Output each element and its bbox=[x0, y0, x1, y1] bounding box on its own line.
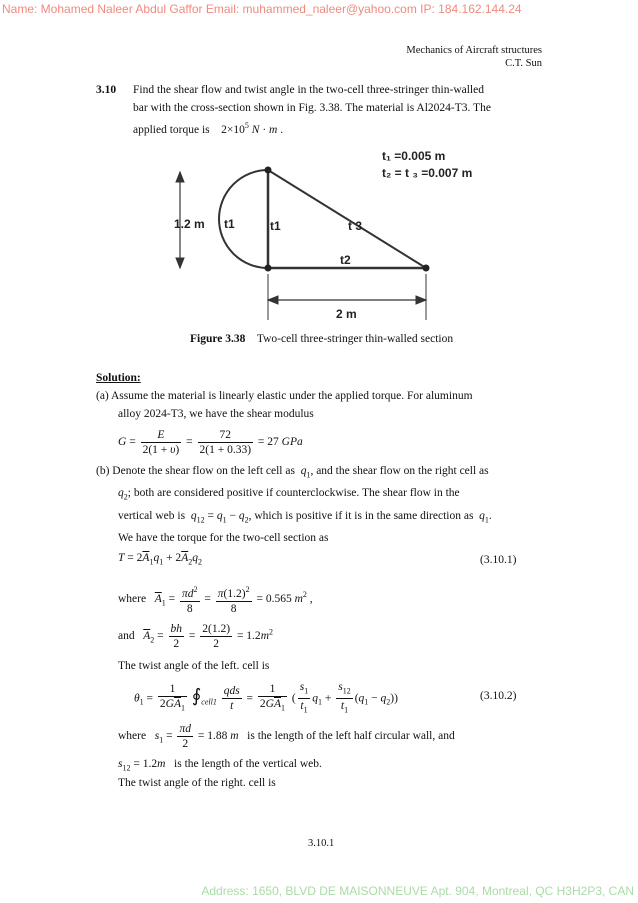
equation-number-1: (3.10.1) bbox=[480, 554, 517, 566]
t3-label: t 3 bbox=[348, 219, 363, 233]
stringer-bottom-right bbox=[423, 265, 430, 272]
part-a-line-2: alloy 2024-T3, we have the shear modulus bbox=[118, 408, 314, 420]
t1-left-label: t1 bbox=[224, 217, 235, 231]
part-b bbox=[96, 462, 546, 547]
twist-left-text: The twist angle of the left. cell is bbox=[118, 660, 270, 672]
part-b-line-4: We have the torque for the two-cell section as bbox=[118, 531, 329, 544]
shear-modulus-equation: G = $\frac{E}{2(1 + \upsilon)}$ = $\frac{72}{2(1 + 0.33)}$ = 27 GPa bbox=[118, 429, 303, 456]
figure-caption bbox=[190, 333, 453, 345]
problem-line-1: Find the shear flow and twist angle in the two-cell three-stringer thin-walled bbox=[133, 84, 484, 96]
t1-web-label: t1 bbox=[270, 219, 281, 233]
part-a bbox=[96, 387, 546, 423]
cross-section-figure bbox=[160, 140, 490, 330]
watermark-top: Name: Mohamed Naleer Abdul Gaffor Email: muhammed_naleer@yahoo.com IP: 184.162.144.24 bbox=[2, 2, 522, 16]
header-title: Mechanics of Aircraft structures bbox=[406, 45, 542, 56]
s12-equation: $s_{12} = 1.2m$ is the length of the vertical web. bbox=[118, 758, 322, 773]
width-label: 2 m bbox=[336, 307, 357, 321]
running-header bbox=[406, 44, 542, 70]
area2-equation: and $\overline{A}_2$ = $\frac{bh}{2}$ = $\frac{2(1.2)}{2}$ = $1.2m^2$ bbox=[118, 623, 273, 650]
arrow-down-icon bbox=[176, 258, 184, 268]
arrow-right-icon bbox=[416, 296, 426, 304]
arrow-up-icon bbox=[176, 172, 184, 182]
problem-line-2: bar with the cross-section shown in Fig. 3.38. The material is Al2024-T3. The bbox=[133, 102, 491, 114]
watermark-bottom: Address: 1650, BLVD DE MAISONNEUVE Apt. 904, Montreal, QC H3H2P3, CAN bbox=[201, 884, 634, 898]
arrow-left-icon bbox=[268, 296, 278, 304]
stringer-top bbox=[265, 167, 272, 174]
twist-right-text: The twist angle of the right. cell is bbox=[118, 777, 276, 789]
area1-equation: where $\overline{A}_1$ = $\frac{\pi d^2}{8}$ = $\frac{\pi(1.2)^2}{8}$ = 0.565 $m^2$ , bbox=[118, 585, 313, 615]
torque-equation: $T = 2\overline{A}_1q_1 + 2\overline{A}_2q_2$ bbox=[118, 552, 202, 567]
problem-line-3: applied torque is $2\times 10^5$ N · m . bbox=[133, 121, 284, 136]
twist-angle-equation: $\theta_1$ = $\frac{1}{2G\overline{A}_1}$ $∮_{cell1}$ $\frac{\text{qds}}{t}$ = $\frac{1}{2G\overline{A}_1}$ ( $\frac{s_1}{t_1}$ $q_1$ + $\frac{s_{12}}{t_1}$ $(q_1 - q_2)$) bbox=[134, 681, 398, 715]
t2-label: t2 bbox=[340, 253, 351, 267]
solution-heading: Solution: bbox=[96, 372, 141, 384]
part-b-line-1: (b) Denote the shear flow on the left cell as $q_1$, and the shear flow on the right cell as bbox=[96, 465, 489, 480]
t1-value-label: t₁ =0.005 m bbox=[382, 149, 446, 163]
part-b-line-2: $q_2$; both are considered positive if counterclockwise. The shear flow in the bbox=[118, 487, 460, 502]
figure-caption-number: Figure 3.38 bbox=[190, 333, 246, 345]
page-number: 3.10.1 bbox=[308, 838, 335, 849]
figure-caption-text: Two-cell three-stringer thin-walled section bbox=[256, 333, 454, 345]
problem-number: 3.10 bbox=[96, 84, 117, 96]
height-label: 1.2 m bbox=[174, 217, 205, 231]
stringer-bottom-left bbox=[265, 265, 272, 272]
equation-number-2: (3.10.2) bbox=[480, 690, 517, 702]
part-a-line-1: (a) Assume the material is linearly elastic under the applied torque. For aluminum bbox=[96, 390, 473, 402]
problem-statement bbox=[133, 81, 543, 139]
s1-equation: where $s_1$ = $\frac{\pi d}{2}$ = 1.88 m is the length of the left half circular wall, and bbox=[118, 723, 455, 750]
part-b-line-3: vertical web is $q_{12} = q_1 - q_2$, which is positive if it is in the same direction as $q_1$. bbox=[118, 509, 492, 524]
t23-value-label: t₂ = t ₃ =0.007 m bbox=[382, 166, 473, 180]
header-author: C.T. Sun bbox=[505, 58, 542, 69]
